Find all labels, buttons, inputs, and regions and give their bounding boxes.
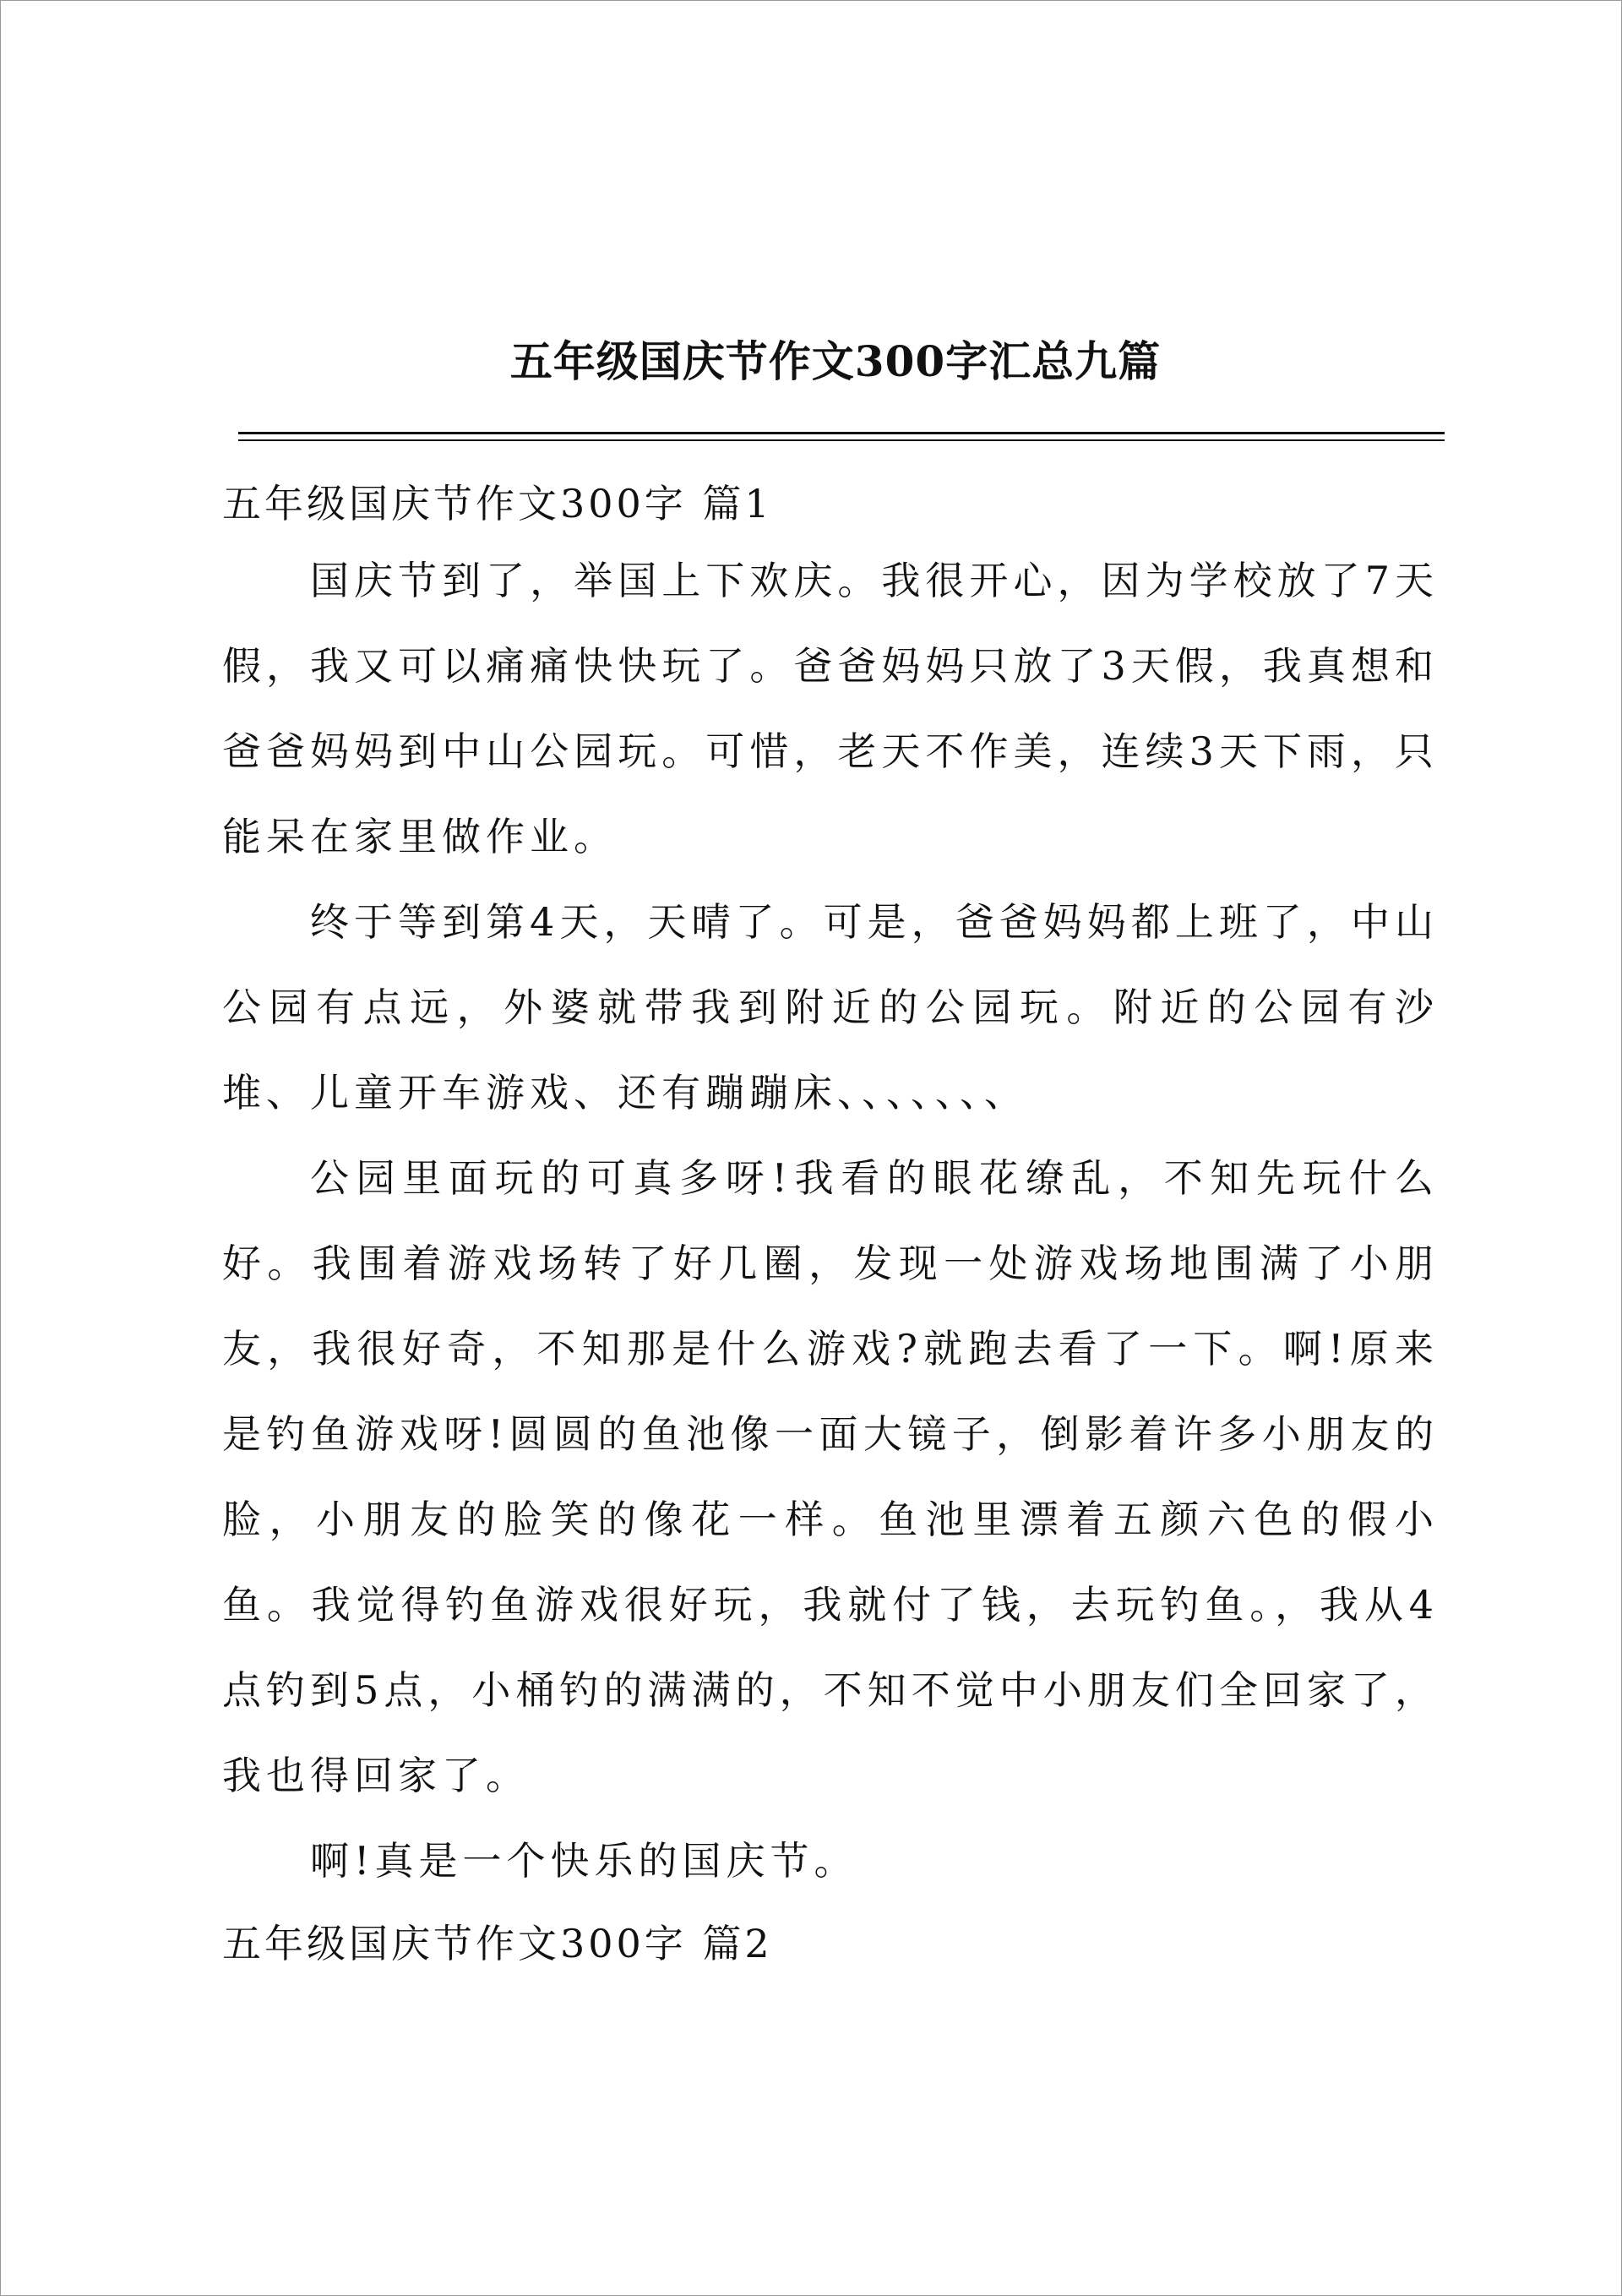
document-body xyxy=(222,464,1439,1978)
paragraph-2: 终于等到第4天，天晴了。可是，爸爸妈妈都上班了，中山公园有点远，外婆就带我到附近的公园玩。附近的公园有沙堆、儿童开车游戏、还有蹦蹦床、、、、、、、 xyxy=(222,899,1439,1115)
paragraph-4: 啊!真是一个快乐的国庆节。 xyxy=(310,1838,858,1884)
section-heading-1: 五年级国庆节作文300字 篇1 xyxy=(222,481,773,526)
document-title: 五年级国庆节作文300字汇总九篇 xyxy=(509,336,1162,386)
paragraph-3: 公园里面玩的可真多呀!我看的眼花缭乱，不知先玩什么好。我围着游戏场转了好几圈，发现一处游戏场地围满了小朋友，我很好奇，不知那是什么游戏?就跑去看了一下。啊!原来是钓鱼游戏呀!圆圆的鱼池像一面大镜子，倒影着许多小朋友的脸，小朋友的脸笑的像花一样。鱼池里漂着五颜六色的假小鱼。我觉得钓鱼游戏很好玩，我就付了钱，去玩钓鱼。，我从4点钓到5点，小桶钓的满满的，不知不觉中小朋友们全回家了，我也得回家了。 xyxy=(222,1155,1439,1798)
title-divider xyxy=(238,432,1445,441)
section-heading-2: 五年级国庆节作文300字 篇2 xyxy=(222,1921,773,1966)
paragraph-1: 国庆节到了，举国上下欢庆。我很开心，因为学校放了7天假，我又可以痛痛快快玩了。爸爸妈妈只放了3天假，我真想和爸爸妈妈到中山公园玩。可惜，老天不作美，连续3天下雨，只能呆在家里做作业。 xyxy=(222,558,1439,859)
